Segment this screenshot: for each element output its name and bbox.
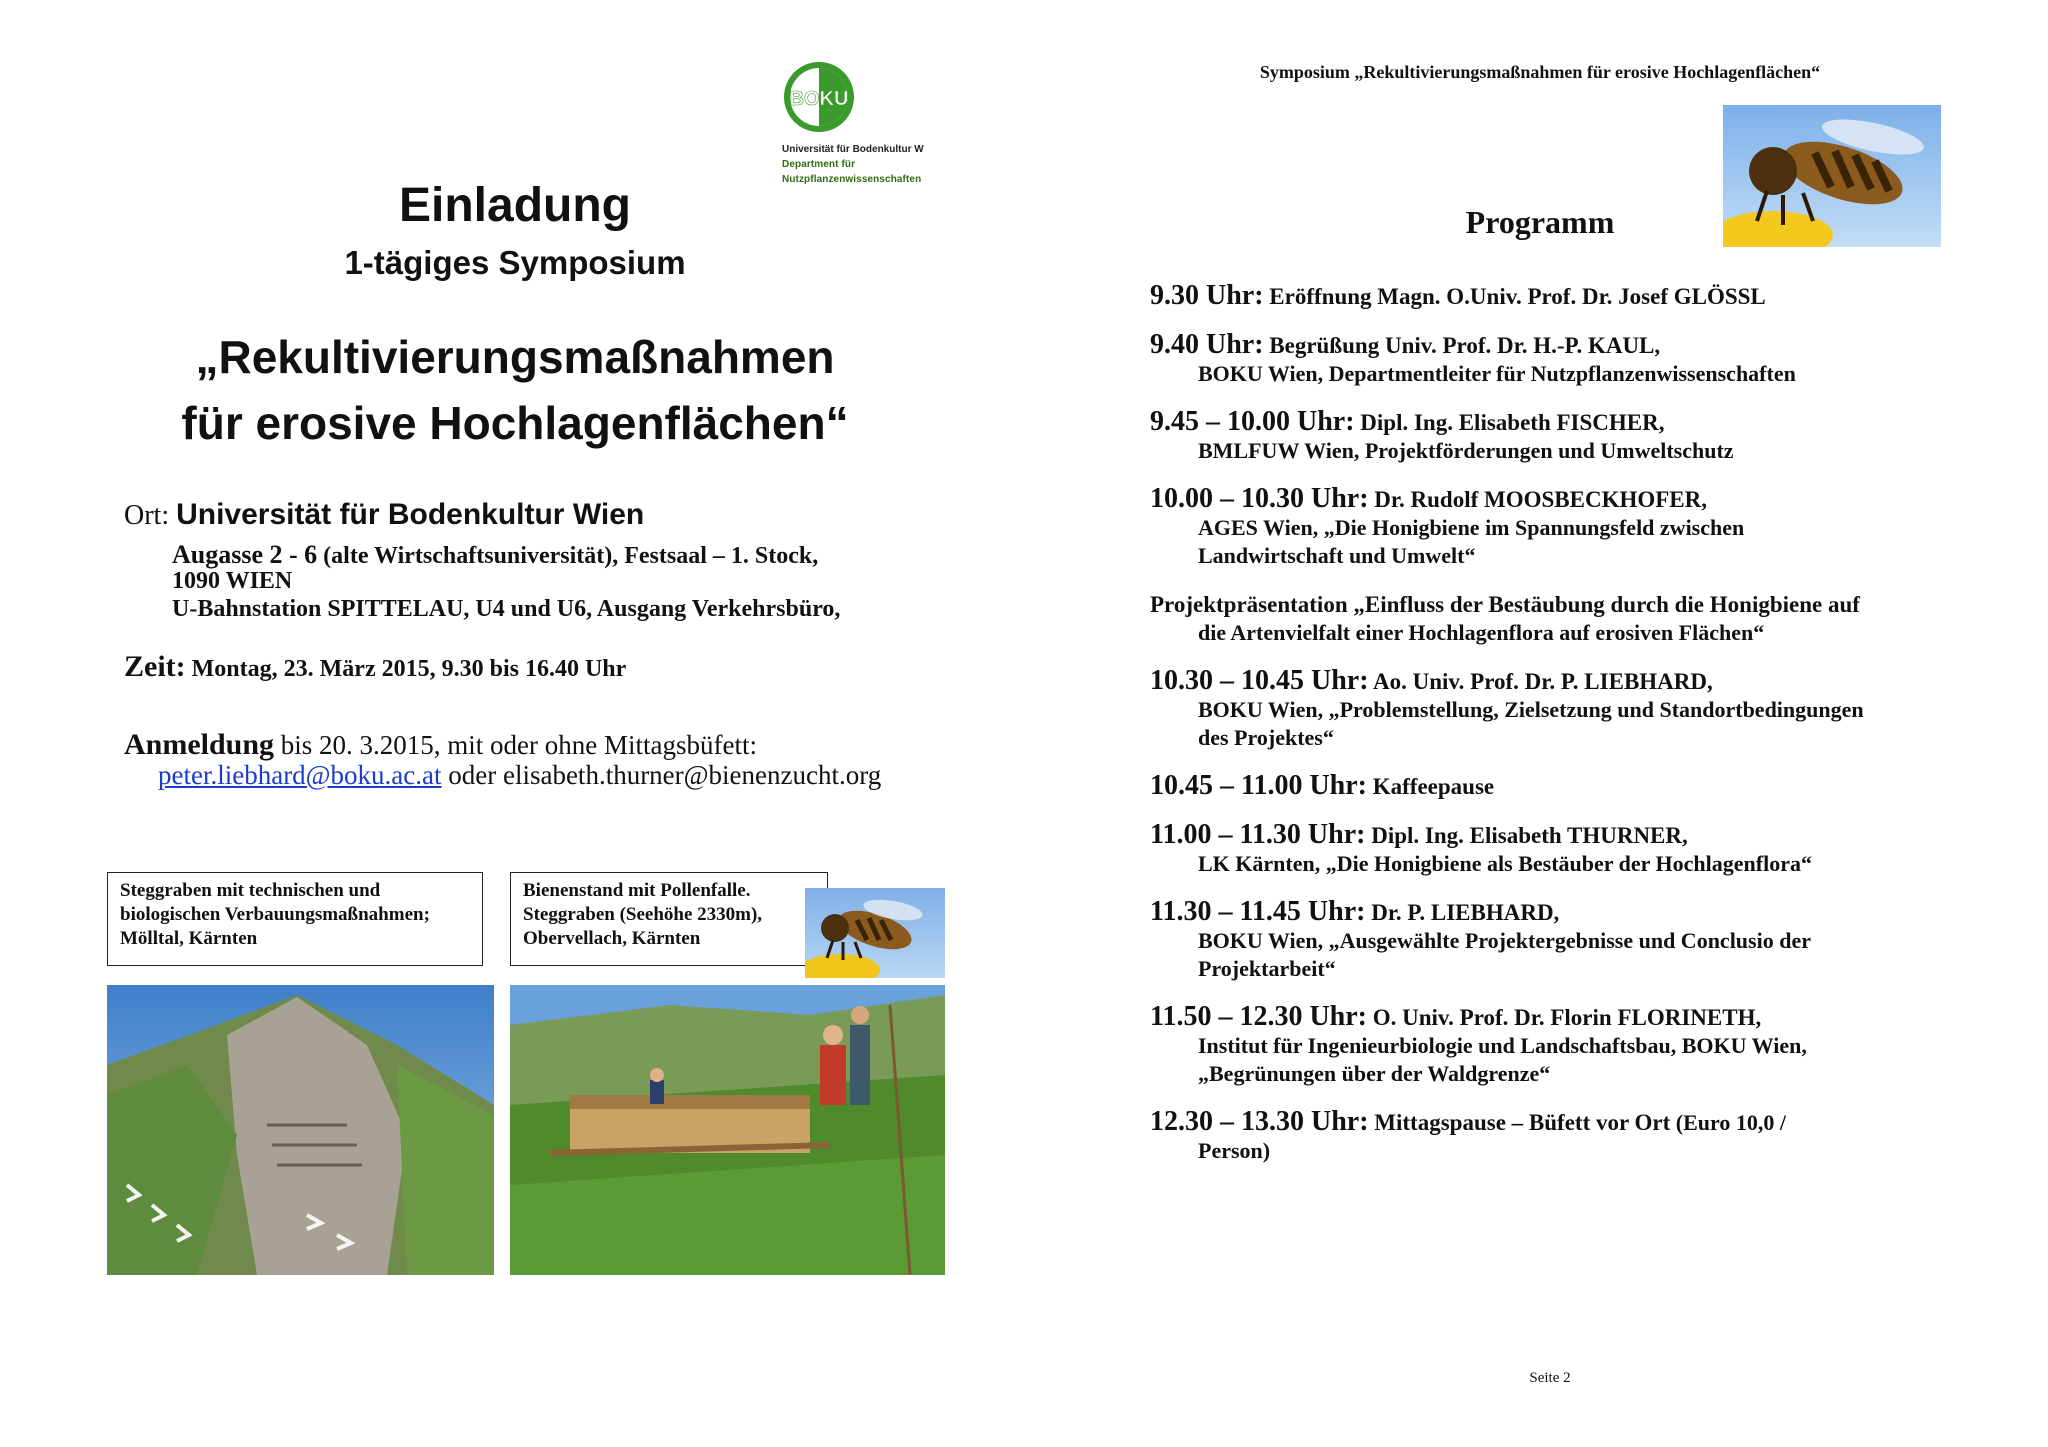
program-time: 11.50 – 12.30 Uhr: bbox=[1150, 1001, 1367, 1032]
program-detail: des Projektes“ bbox=[1198, 725, 1334, 750]
program-detail: BOKU Wien, „Problemstellung, Zielsetzung und Standortbedingungen bbox=[1198, 697, 1864, 722]
program-text: Eröffnung Magn. O.Univ. Prof. Dr. Josef GLÖSSL bbox=[1263, 284, 1766, 309]
program-detail: BOKU Wien, „Ausgewählte Projektergebnisse und Conclusio der bbox=[1198, 928, 1811, 953]
program-item bbox=[1150, 485, 1970, 570]
program-list bbox=[1150, 282, 1970, 1185]
program-price: (Euro 10,0 / bbox=[1670, 1110, 1786, 1135]
caption-line: Steggraben (Seehöhe 2330m), bbox=[523, 904, 763, 925]
time-value: Montag, 23. März 2015, 9.30 bis 16.40 Uhr bbox=[185, 656, 627, 682]
boku-logo-mark: BOKU bbox=[789, 88, 849, 110]
program-text: Kaffeepause bbox=[1367, 774, 1495, 799]
program-item bbox=[1150, 821, 1970, 878]
steggraben-photo bbox=[107, 985, 494, 1275]
address-street: Augasse 2 - 6 bbox=[172, 540, 318, 569]
program-time: 10.30 – 10.45 Uhr: bbox=[1150, 665, 1369, 696]
caption-line: Steggraben mit technischen und bbox=[120, 880, 381, 901]
program-detail: Person) bbox=[1198, 1138, 1271, 1163]
program-text: Mittagspause – Büfett vor Ort bbox=[1368, 1110, 1671, 1135]
address-detail: (alte Wirtschaftsuniversität), Festsaal – 1. Stock, bbox=[317, 543, 819, 569]
email-alternative: oder elisabeth.thurner@bienenzucht.org bbox=[441, 760, 882, 790]
program-detail: Institut für Ingenieurbiologie und Landschaftsbau, BOKU Wien, bbox=[1198, 1033, 1807, 1058]
program-detail: BMLFUW Wien, Projektförderungen und Umweltschutz bbox=[1198, 438, 1734, 463]
caption-line: Obervellach, Kärnten bbox=[523, 928, 701, 949]
program-item bbox=[1150, 590, 1970, 647]
program-text: Dipl. Ing. Elisabeth FISCHER, bbox=[1354, 410, 1665, 435]
caption-line: Mölltal, Kärnten bbox=[120, 928, 258, 949]
program-item bbox=[1150, 408, 1970, 465]
program-item bbox=[1150, 898, 1970, 983]
program-text: Ao. Univ. Prof. Dr. P. LIEBHARD, bbox=[1368, 669, 1713, 694]
bee-photo-small bbox=[805, 888, 945, 978]
program-time: 9.30 Uhr: bbox=[1150, 280, 1264, 311]
address-city: 1090 WIEN bbox=[172, 568, 293, 594]
program-title: Programm bbox=[1465, 204, 1615, 240]
caption-line: Bienenstand mit Pollenfalle. bbox=[523, 880, 751, 901]
bee-photo-large bbox=[1723, 105, 1941, 247]
program-detail: „Begrünungen über der Waldgrenze“ bbox=[1198, 1061, 1551, 1086]
topic-line-1: „Rekultivierungsmaßnahmen bbox=[195, 331, 835, 383]
program-detail: AGES Wien, „Die Honigbiene im Spannungsfeld zwischen bbox=[1198, 515, 1745, 540]
logo-department: Department für bbox=[782, 159, 856, 170]
program-detail: die Artenvielfalt einer Hochlagenflora auf erosiven Flächen“ bbox=[1198, 620, 1765, 645]
location-value: Universität für Bodenkultur Wien bbox=[176, 498, 645, 531]
program-item bbox=[1150, 1108, 1970, 1165]
program-time: 10.45 – 11.00 Uhr: bbox=[1150, 770, 1367, 801]
program-text: Dr. P. LIEBHARD, bbox=[1365, 900, 1560, 925]
program-item bbox=[1150, 667, 1970, 752]
registration-line bbox=[124, 728, 757, 762]
topic-line-2: für erosive Hochlagenflächen“ bbox=[181, 397, 849, 449]
program-item bbox=[1150, 331, 1970, 388]
address-line-1 bbox=[172, 540, 818, 570]
page-header: Symposium „Rekultivierungsmaßnahmen für erosive Hochlagenflächen“ bbox=[1259, 62, 1821, 82]
time-label: Zeit: bbox=[124, 650, 186, 683]
program-text: Dr. Rudolf MOOSBECKHOFER, bbox=[1368, 487, 1707, 512]
program-detail: BOKU Wien, Departmentleiter für Nutzpflanzenwissenschaften bbox=[1198, 361, 1796, 386]
registration-text: bis 20. 3.2015, mit oder ohne Mittagsbüfett: bbox=[274, 730, 758, 760]
boku-logo-icon bbox=[782, 60, 856, 134]
address-transit: U-Bahnstation SPITTELAU, U4 und U6, Ausgang Verkehrsbüro, bbox=[172, 596, 841, 622]
program-detail: Projektarbeit“ bbox=[1198, 956, 1336, 981]
program-item bbox=[1150, 1003, 1970, 1088]
program-time: 9.40 Uhr: bbox=[1150, 329, 1264, 360]
program-time: 9.45 – 10.00 Uhr: bbox=[1150, 406, 1355, 437]
program-detail: LK Kärnten, „Die Honigbiene als Bestäuber der Hochlagenflora“ bbox=[1198, 851, 1812, 876]
program-text: Begrüßung Univ. Prof. Dr. H.-P. KAUL, bbox=[1263, 333, 1661, 358]
program-text: Dipl. Ing. Elisabeth THURNER, bbox=[1365, 823, 1688, 848]
time-line bbox=[124, 650, 626, 684]
registration-label: Anmeldung bbox=[124, 728, 275, 761]
program-text: O. Univ. Prof. Dr. Florin FLORINETH, bbox=[1367, 1005, 1762, 1030]
bienenstand-photo bbox=[510, 985, 945, 1275]
caption-bienenstand bbox=[510, 872, 828, 966]
invitation-subtitle: 1-tägiges Symposium bbox=[344, 244, 686, 281]
location-label: Ort: bbox=[124, 500, 170, 531]
caption-steggraben bbox=[107, 872, 483, 966]
program-time: 11.00 – 11.30 Uhr: bbox=[1150, 819, 1366, 850]
program-detail: Landwirtschaft und Umwelt“ bbox=[1198, 543, 1476, 568]
program-text: Projektpräsentation „Einfluss der Bestäubung durch die Honigbiene auf bbox=[1150, 592, 1860, 617]
program-time: 11.30 – 11.45 Uhr: bbox=[1150, 896, 1366, 927]
program-item bbox=[1150, 282, 1970, 311]
program-item bbox=[1150, 772, 1970, 801]
registration-emails bbox=[158, 760, 881, 791]
email-link-liebhard[interactable]: peter.liebhard@boku.ac.at bbox=[158, 760, 442, 790]
program-time: 12.30 – 13.30 Uhr: bbox=[1150, 1106, 1369, 1137]
logo-university: Universität für Bodenkultur W bbox=[782, 144, 924, 155]
page-number: Seite 2 bbox=[1529, 1370, 1571, 1386]
invitation-title: Einladung bbox=[399, 179, 631, 232]
logo-department-name: Nutzpflanzenwissenschaften bbox=[782, 174, 922, 185]
location-heading bbox=[124, 498, 644, 532]
caption-line: biologischen Verbauungsmaßnahmen; bbox=[120, 904, 430, 925]
program-time: 10.00 – 10.30 Uhr: bbox=[1150, 483, 1369, 514]
